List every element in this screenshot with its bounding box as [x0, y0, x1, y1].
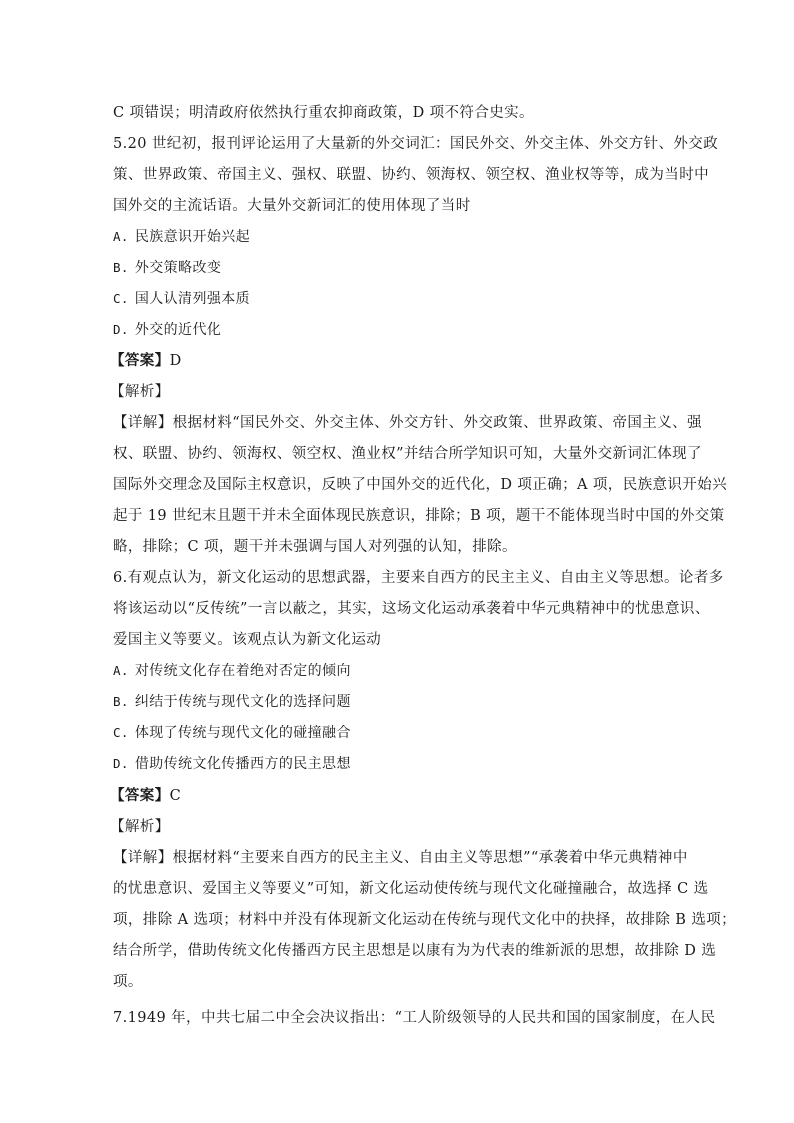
question-6-option-a [113, 661, 683, 681]
question-6-option-b [113, 692, 683, 712]
option-text: 国人认清列强本质 [134, 291, 251, 307]
question-6-explanation: 结合所学，借助传统文化传播西方民主思想是以康有为为代表的维新派的思想，故排除 D 选 [113, 943, 717, 959]
question-5-explanation: 权、联盟、协约、领海权、领空权、渔业权”并结合所学知识可知，大量外交新词汇体现了 [113, 446, 702, 462]
question-6-explanation: 项。 [113, 974, 143, 990]
question-6-explanation: 【详解】根据材料“主要来自西方的民主主义、自由主义等思想”“承袭着中华元典精神中 [113, 850, 688, 866]
option-letter: C. [113, 725, 129, 740]
question-6-answer [110, 786, 680, 806]
question-6-analysis-label: 【解析】 [110, 819, 170, 835]
question-5-option-a [113, 227, 683, 247]
question-6-stem: 爱国主义等要义。该观点认为新文化运动 [113, 632, 382, 648]
question-6-stem: 6.有观点认为，新文化运动的思想武器，主要来自西方的民主主义、自由主义等思想。论者多 [113, 570, 724, 586]
option-text: 外交策略改变 [134, 260, 222, 276]
option-letter: B. [113, 694, 129, 709]
option-text: 对传统文化存在着绝对否定的倾向 [134, 663, 351, 679]
option-letter: A. [113, 229, 129, 244]
question-5-option-b [113, 258, 683, 278]
option-text: 纠结于传统与现代文化的选择问题 [134, 694, 351, 710]
option-text: 体现了传统与现代文化的碰撞融合 [134, 725, 351, 741]
option-letter: D. [113, 322, 129, 337]
option-text: 借助传统文化传播西方的民主思想 [134, 756, 351, 772]
question-6-option-c [113, 723, 683, 743]
question-5-stem: 国外交的主流话语。大量外交新词汇的使用体现了当时 [113, 198, 471, 214]
text-line: C 项错误；明清政府依然执行重农抑商政策，D 项不符合史实。 [113, 105, 534, 121]
answer-value: C [169, 788, 182, 804]
question-6-stem: 将该运动以“反传统”一言以蔽之，其实，这场文化运动承袭着中华元典精神中的忧患意识、 [113, 601, 710, 617]
option-letter: A. [113, 663, 129, 678]
question-5-explanation: 起于 19 世纪末且题干并未全面体现民族意识，排除；B 项，题干不能体现当时中国的外交策 [113, 508, 725, 524]
question-5-analysis-label: 【解析】 [110, 384, 170, 400]
option-letter: B. [113, 260, 129, 275]
question-5-option-c [113, 289, 683, 309]
option-text: 民族意识开始兴起 [134, 229, 251, 245]
question-5-option-d [113, 320, 683, 340]
question-6-option-d [113, 754, 683, 774]
question-5-stem: 5.20 世纪初，报刊评论运用了大量新的外交词汇：国民外交、外交主体、外交方针、外交政 [113, 136, 719, 152]
answer-label: 【答案】 [110, 352, 170, 369]
answer-label: 【答案】 [110, 787, 170, 804]
question-5-answer [110, 351, 680, 371]
question-6-explanation: 的忧患意识、爱国主义等要义”可知，新文化运动使传统与现代文化碰撞融合，故选择 C 选 [113, 881, 709, 897]
answer-value: D [169, 353, 182, 369]
question-5-explanation: 【详解】根据材料“国民外交、外交主体、外交方针、外交政策、世界政策、帝国主义、强 [113, 415, 702, 431]
question-5-explanation: 国际外交理念及国际主权意识，反映了中国外交的近代化，D 项正确；A 项，民族意识开始兴 [113, 477, 728, 493]
question-6-explanation: 项，排除 A 选项；材料中并没有体现新文化运动在传统与现代文化中的抉择，故排除 B 选项； [113, 912, 737, 928]
option-letter: D. [113, 756, 129, 771]
question-5-explanation: 略，排除；C 项，题干并未强调与国人对列强的认知，排除。 [113, 539, 517, 555]
question-5-stem: 策、世界政策、帝国主义、强权、联盟、协约、领海权、领空权、渔业权等等，成为当时中 [113, 167, 709, 183]
question-7-stem: 7.1949 年，中共七届二中全会决议指出：“工人阶级领导的人民共和国的国家制度，在人民 [113, 1010, 716, 1026]
option-letter: C. [113, 291, 129, 306]
option-text: 外交的近代化 [134, 322, 222, 338]
